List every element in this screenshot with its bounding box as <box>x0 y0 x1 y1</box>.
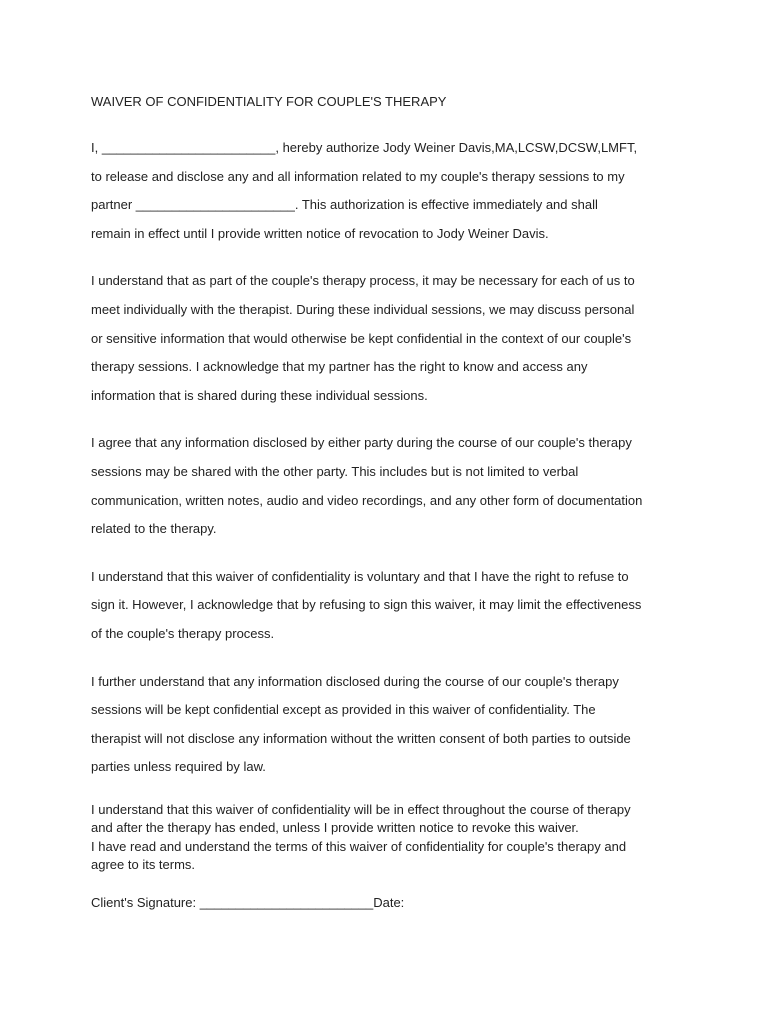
document-title: WAIVER OF CONFIDENTIALITY FOR COUPLE'S THERAPY <box>91 94 447 109</box>
disclosure-paragraph <box>91 429 691 543</box>
paragraph-line: parties unless required by law. <box>91 759 266 775</box>
voluntary-paragraph <box>91 563 691 649</box>
paragraph-line: I understand that this waiver of confidentiality will be in effect throughout the course of therapy <box>91 801 631 817</box>
paragraph-line: I have read and understand the terms of this waiver of confidentiality for couple's therapy and <box>91 838 627 854</box>
paragraph-line: related to the therapy. <box>91 521 217 537</box>
paragraph-line: and after the therapy has ended, unless I provide written notice to revoke this waiver. <box>91 820 579 836</box>
signature-line[interactable]: Client's Signature: ________________________Date: <box>91 894 405 910</box>
paragraph-line: sessions may be shared with the other party. This includes but is not limited to verbal <box>91 463 579 479</box>
paragraph-line: meet individually with the therapist. During these individual sessions, we may discuss personal <box>91 301 635 317</box>
authorization-paragraph <box>91 134 691 248</box>
paragraph-line: therapy sessions. I acknowledge that my partner has the right to know and access any <box>91 359 588 375</box>
paragraph-line: I understand that as part of the couple's therapy process, it may be necessary for each of us to <box>91 273 635 289</box>
paragraph-line: remain in effect until I provide written notice of revocation to Jody Weiner Davis. <box>91 225 549 241</box>
paragraph-line: partner ______________________. This authorization is effective immediately and shall <box>91 197 598 213</box>
duration-paragraph <box>91 801 691 838</box>
paragraph-line: sign it. However, I acknowledge that by refusing to sign this waiver, it may limit the effectiveness <box>91 597 642 613</box>
paragraph-line: information that is shared during these individual sessions. <box>91 387 428 403</box>
paragraph-line: I further understand that any information disclosed during the course of our couple's therapy <box>91 673 619 689</box>
paragraph-line: communication, written notes, audio and video recordings, and any other form of documentation <box>91 492 643 508</box>
paragraph-line: I, ________________________, hereby authorize Jody Weiner Davis,MA,LCSW,DCSW,LMFT, <box>91 140 638 155</box>
confidentiality-paragraph <box>91 668 691 782</box>
paragraph-line: agree to its terms. <box>91 857 196 873</box>
acknowledgement-paragraph <box>91 838 691 875</box>
paragraph-line: I agree that any information disclosed by either party during the course of our couple's therapy <box>91 435 632 451</box>
individual-sessions-paragraph <box>91 267 691 410</box>
paragraph-line: sessions will be kept confidential except as provided in this waiver of confidentiality. The <box>91 702 596 718</box>
paragraph-line: to release and disclose any and all information related to my couple's therapy sessions to my <box>91 168 625 184</box>
paragraph-line: I understand that this waiver of confidentiality is voluntary and that I have the right to refuse to <box>91 568 629 584</box>
paragraph-line: or sensitive information that would otherwise be kept confidential in the context of our couple's <box>91 330 632 346</box>
paragraph-line: of the couple's therapy process. <box>91 625 275 641</box>
document-body <box>91 88 691 912</box>
paragraph-line: therapist will not disclose any information without the written consent of both parties to outside <box>91 730 631 746</box>
